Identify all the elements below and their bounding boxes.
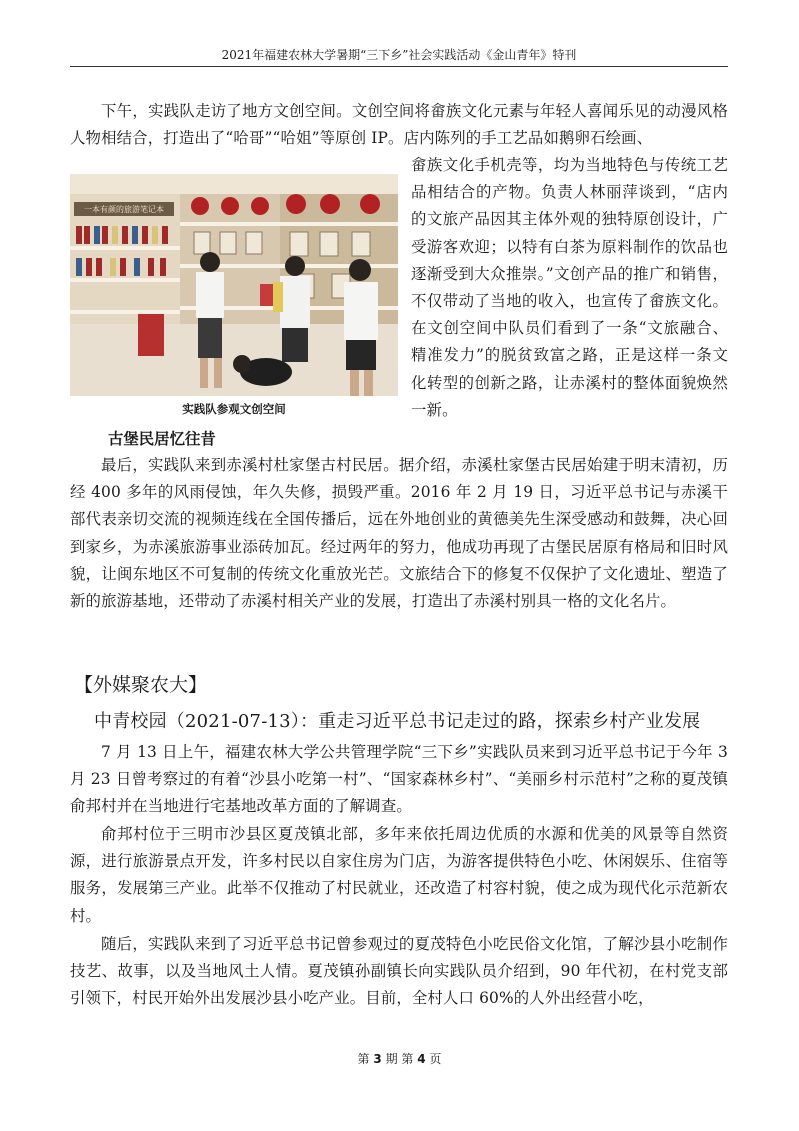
paragraph-yubang-location: 俞邦村位于三明市沙县区夏茂镇北部，多年来依托周边优质的水源和优美的风景等自然资源，进行旅游景点开发，许多村民以自家住房为门店，为游客提供特色小吃、休闲娱乐、住宿等服务，发展第三产业。此举不仅推动了村民就业，还改造了村容村貌，使之成为现代化示范新农村。 — [70, 825, 728, 925]
footer-issue-label: 第 — [357, 1052, 370, 1066]
paragraph-yubang-visit: 7 月 13 日上午，福建农林大学公共管理学院“三下乡”实践队员来到习近平总书记于今年 3 月 23 日曾考察过的有着“沙县小吃第一村”、“国家森林乡村”、“美丽乡村示范村”之称的夏茂镇俞邦村并在当地进行宅基地改革方面的了解调查。 — [70, 743, 728, 816]
paragraph-cultural-space-detail: 畲族文化手机壳等，均为当地特色与传统工艺品相结合的产物。负责人林丽萍谈到，“店内的文旅产品因其主体外观的独特原创设计，广受游客欢迎；以特有白茶为原料制作的饮品也逐渐受到大众推崇。”文创产品的推广和销售，不仅带动了当地的收入，也宣传了畲族文化。在文创空间中队员们看到了一条“文旅融合、精准发力”的脱贫致富之路，正是这样一条文化转型的创新之路，让赤溪村的整体面貌焕然一新。 — [411, 156, 728, 419]
photo-cultural-space — [70, 174, 398, 396]
shop-banner-text: 一本有颜的旅游笔记本 — [84, 205, 164, 214]
footer-issue-number: 3 — [373, 1052, 382, 1066]
paragraph-old-castle: 最后，实践队来到赤溪村杜家堡古村民居。据介绍，赤溪杜家堡古民居始建于明末清初，历经 400 多年的风雨侵蚀，年久失修，损毁严重。2016 年 2 月 19 日，习近平总书记与赤溪干部代表亲切交流的视频连线在全国传播后，远在外地创业的黄德美先生深受感动和鼓舞，决心回到家乡，为赤溪旅游事业添砖加瓦。经过两年的努力，他成功再现了古堡民居原有格局和旧时风貌，让闽东地区不可复制的传统文化重放光芒。文旅结合下的修复不仅保护了文化遗址、塑造了新的旅游基地，还带动了赤溪村相关产业的发展，打造出了赤溪村别具一格的文化名片。 — [70, 456, 728, 611]
section-title: 【外媒聚农大】 — [74, 674, 208, 696]
paragraph-snack-museum: 随后，实践队来到了习近平总书记曾参观过的夏茂特色小吃民俗文化馆，了解沙县小吃制作技艺、故事，以及当地风土人情。夏茂镇孙副镇长向实践队员介绍到，90 年代初，在村党支部引领下，村民开始外出发展沙县小吃产业。目前，全村人口 60%的人外出经营小吃， — [70, 935, 728, 1008]
header-divider — [70, 66, 728, 67]
paragraph-cultural-space-intro: 下午，实践队走访了地方文创空间。文创空间将畲族文化元素与年轻人喜闻乐见的动漫风格人物相结合，打造出了“哈哥”“哈姐”等原创 IP。店内陈列的手工艺品如鹅卵石绘画、 — [70, 102, 728, 148]
footer-page-number: 4 — [417, 1052, 426, 1066]
article-title: 中青校园（2021-07-13）：重走习近平总书记走过的路，探索乡村产业发展 — [94, 711, 701, 732]
subheading-old-castle: 古堡民居忆往昔 — [108, 430, 216, 448]
footer-page-suffix: 页 — [429, 1052, 442, 1066]
page-footer — [0, 1051, 799, 1067]
photo-caption: 实践队参观文创空间 — [182, 402, 286, 416]
footer-issue-suffix: 期 第 — [385, 1052, 414, 1066]
running-header: 2021年福建农林大学暑期“三下乡”社会实践活动《金山青年》特刊 — [221, 48, 577, 62]
